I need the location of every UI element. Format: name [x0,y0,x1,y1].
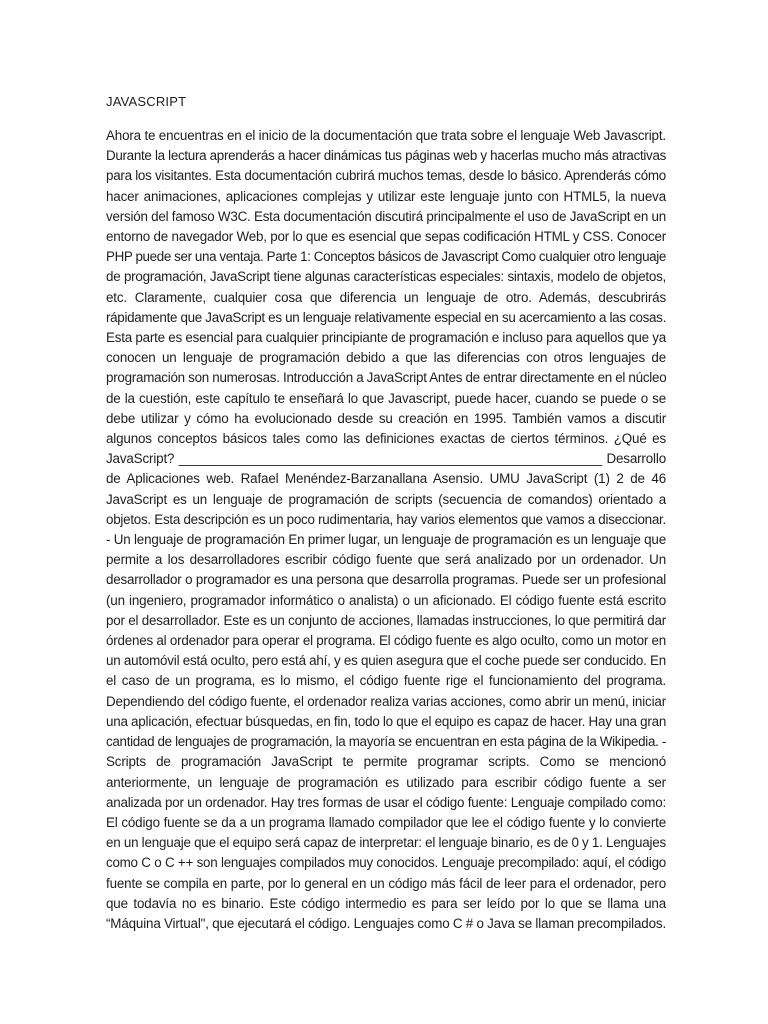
paragraph-line: El código fuente se da a un programa llamado compilador que lee el código fuente y lo convierte [106,814,666,830]
paragraph-line: JavaScript? __________________________________________________________ Desarrollo [106,451,666,467]
paragraph-line: Esta parte es esencial para cualquier principiante de programación e incluso para aquellos que ya [106,330,666,346]
paragraph-line: de programación, JavaScript tiene algunas características especiales: sintaxis, modelo de objetos, [106,269,666,285]
paragraph-line: Scripts de programación JavaScript te permite programar scripts. Como se mencionó [106,754,666,770]
paragraph-line: de la cuestión, este capítulo te enseñará lo que Javascript, puede hacer, cuando se puede o se [106,390,666,406]
paragraph-line: (un ingeniero, programador informático o analista) o un aficionado. El código fuente está escrito [106,592,666,608]
paragraph-line: programación son numerosas. Introducción a JavaScript Antes de entrar directamente en el núcleo [106,370,667,386]
document-page [106,94,666,934]
paragraph-line: hacer animaciones, aplicaciones complejas y utilizar este lenguaje junto con HTML5, la nueva [106,188,666,204]
paragraph-line: como C o C ++ son lenguajes compilados muy conocidos. Lenguaje precompilado: aquí, el código [106,855,666,871]
paragraph-line: fuente se compila en parte, por lo general en un código más fácil de leer para el ordenador, pero [106,875,666,891]
paragraph-line: por el desarrollador. Este es un conjunto de acciones, llamadas instrucciones, lo que permitirá dar [106,612,666,628]
paragraph-line: rápidamente que JavaScript es un lenguaje relativamente especial en su acercamiento a las cosas. [106,309,666,325]
paragraph-line: Dependiendo del código fuente, el ordenador realiza varias acciones, como abrir un menú, iniciar [106,693,666,709]
paragraph-line: PHP puede ser una ventaja. Parte 1: Conceptos básicos de Javascript Como cualquier otro lenguaje [106,249,666,265]
paragraph-line: Ahora te encuentras en el inicio de la documentación que trata sobre el lenguaje Web Javascript. [106,128,666,143]
paragraph-line: conocen un lenguaje de programación debido a que las diferencias con otros lenguajes de [106,350,666,366]
paragraph-line: JavaScript es un lenguaje de programación de scripts (secuencia de comandos) orientado a [106,491,666,507]
paragraph-line: que todavía no es binario. Este código intermedio es para ser leído por lo que se llama una [106,895,666,911]
paragraph-line: el caso de un programa, es lo mismo, el código fuente rige el funcionamiento del programa. [106,673,666,689]
paragraph-line: entorno de navegador Web, por lo que es esencial que sepas codificación HTML y CSS. Conocer [106,229,666,245]
paragraph-line: versión del famoso W3C. Esta documentación discutirá principalmente el uso de JavaScript en un [106,208,666,224]
paragraph-line: una aplicación, efectuar búsquedas, en fin, todo lo que el equipo es capaz de hacer. Hay una gran [106,713,667,729]
paragraph-line: desarrollador o programador es una persona que desarrolla programas. Puede ser un profesional [106,572,666,588]
paragraph-line: para los visitantes. Esta documentación cubrirá muchos temas, desde lo básico. Aprenderás cómo [106,168,666,184]
paragraph-line: órdenes al ordenador para operar el programa. El código fuente es algo oculto, como un motor en [106,633,666,649]
paragraph-line: permite a los desarrolladores escribir código fuente que será analizado por un ordenador. Un [106,552,666,568]
paragraph-line: cantidad de lenguajes de programación, la mayoría se encuentran en esta página de la Wikipedia. - [106,734,666,750]
paragraph-line: anteriormente, un lenguaje de programación es utilizado para escribir código fuente a ser [106,774,666,790]
paragraph-line: en un lenguaje que el equipo será capaz de interpretar: el lenguaje binario, es de 0 y 1. Lenguajes [106,835,666,851]
paragraph-line: “Máquina Virtual", que ejecutará el código. Lenguajes como C # o Java se llaman precompilados. [106,915,667,931]
paragraph-line: etc. Claramente, cualquier cosa que diferencia un lenguaje de otro. Además, descubrirás [106,289,666,305]
paragraph-line: un automóvil está oculto, pero está ahí, y es quien asegura que el coche puede ser conducido. En [106,653,666,669]
paragraph-line: objetos. Esta descripción es un poco rudimentaria, hay varios elementos que vamos a diseccionar. [106,511,666,527]
paragraph-line: de Aplicaciones web. Rafael Menéndez-Barzanallana Asensio. UMU JavaScript (1) 2 de 46 [106,471,666,487]
paragraph-line: debe utilizar y cómo ha evolucionado desde su creación en 1995. También vamos a discutir [106,410,666,426]
paragraph-line: - Un lenguaje de programación En primer lugar, un lenguaje de programación es un lenguaje que [106,532,666,548]
paragraph-line: Durante la lectura aprenderás a hacer dinámicas tus páginas web y hacerlas mucho más atractivas [106,148,666,164]
document-body [106,126,666,934]
paragraph-line: analizada por un ordenador. Hay tres formas de usar el código fuente: Lenguaje compilado como: [106,794,666,810]
document-title: JAVASCRIPT [106,94,187,109]
paragraph-line: algunos conceptos básicos tales como las definiciones exactas de ciertos términos. ¿Qué es [106,431,666,447]
